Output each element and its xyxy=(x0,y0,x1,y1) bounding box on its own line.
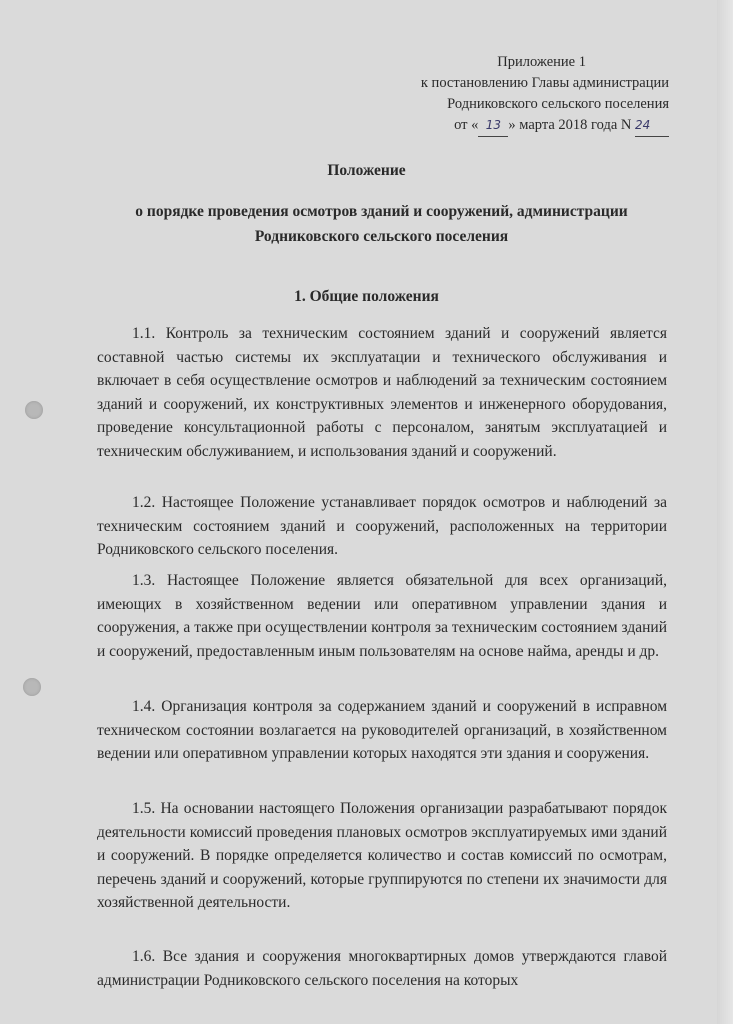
punch-hole xyxy=(23,678,41,696)
paragraph-1-2: 1.2. Настоящее Положение устанавливает порядок осмотров и наблюдений за техническим состоянием зданий и сооружений, расположенных на территории Родниковского сельского поселения. xyxy=(97,494,667,558)
document-subtitle: о порядке проведения осмотров зданий и сооружений, администрации Родниковского сельского поселения xyxy=(135,203,628,245)
date-prefix: от « xyxy=(454,117,479,133)
annex-line-2: к постановлению Главы администрации xyxy=(420,75,669,91)
paragraph-1-3: 1.3. Настоящее Положение является обязательной для всех организаций, имеющих в хозяйственном ведении или оперативном управлении здания и сооружения, а также при осуществлении контроля за техническим состоянием зданий и сооружений, предоставленным иным пользователям на основе найма, аренды и др. xyxy=(97,572,667,660)
page-edge xyxy=(717,0,733,1024)
annex-line-3: Родниковского сельского поселения xyxy=(447,96,669,112)
paragraph-1-1: 1.1. Контроль за техническим состоянием зданий и сооружений является составной частью системы их эксплуатации и технического обслуживания и включает в себя осуществление осмотров и наблюдений за техническим состоянием зданий и сооружений, их конструктивных элементов и инженерного оборудования, проведение консультационной работы с персоналом, занятым эксплуатацией и техническим обслуживанием, и использования зданий и сооружений. xyxy=(97,325,667,460)
handwritten-day: 13 xyxy=(478,115,508,137)
paragraph-1-5: 1.5. На основании настоящего Положения организации разрабатывают порядок деятельности комиссий проведения плановых осмотров эксплуатируемых ими зданий и сооружений. В порядке определяется количество и состав комиссий по осмотрам, перечень зданий и сооружений, которые группируются по степени их значимости для хозяйственной деятельности. xyxy=(97,800,667,911)
document-title: Положение xyxy=(327,162,406,179)
paragraph-1-4: 1.4. Организация контроля за содержанием зданий и сооружений в исправном техническом состоянии возлагается на руководителей организаций, в хозяйственном ведении или оперативном управлении которых находятся эти здания и сооружения. xyxy=(97,698,667,762)
annex-line-1: Приложение 1 xyxy=(497,54,586,70)
annex-header xyxy=(349,52,669,137)
paragraph-1-6: 1.6. Все здания и сооружения многоквартирных домов утверждаются главой администрации Родниковского сельского поселения на которых xyxy=(97,948,667,989)
annex-date-line xyxy=(349,115,669,137)
section-heading: 1. Общие положения xyxy=(294,288,439,305)
date-mid: » марта 2018 года N xyxy=(508,117,632,133)
handwritten-number: 24 xyxy=(635,115,669,137)
punch-hole xyxy=(25,401,43,419)
